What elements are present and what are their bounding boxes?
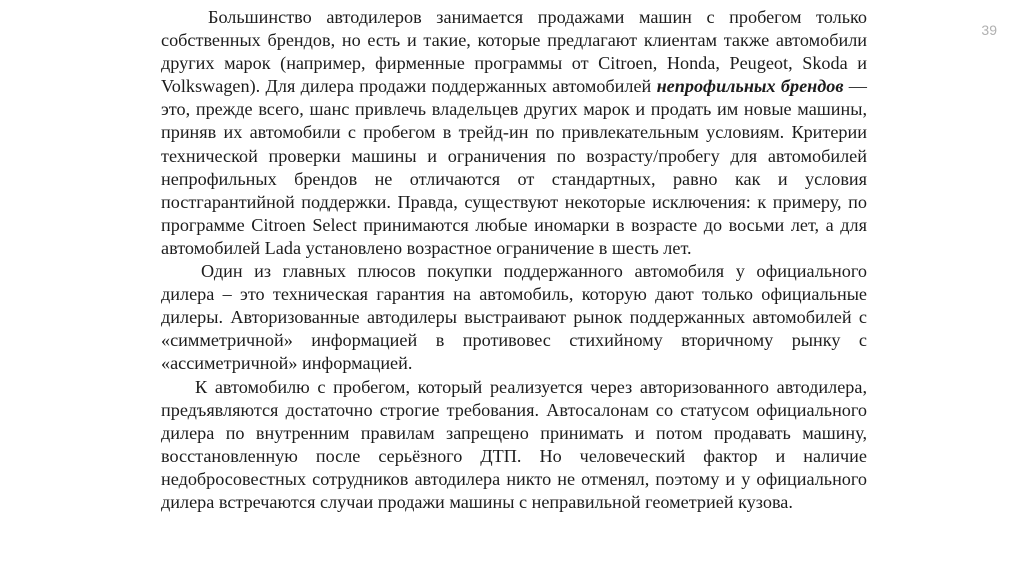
paragraph-dealer-requirements: К автомобилю с пробегом, который реализуется через авторизованного автодилера, предъявляются достаточно строгие требования. Автосалонам со статусом официального дилера по внутренним правилам запрещено принимать и потом продавать машину, восстановленную после серьёзного ДТП. Но человеческий фактор и наличие недобросовестных сотрудников автодилера никто не отменял, поэтому и у официального дилера встречаются случаи продажи машины с неправильной геометрией кузова. (161, 376, 867, 512)
paragraph-used-car-brands (161, 6, 867, 260)
paragraph-official-dealer-warranty: Один из главных плюсов покупки поддержанного автомобиля у официального дилера – это техническая гарантия на автомобиль, которую дают только официальные дилеры. Авторизованные автодилеры выстраивают рынок поддержанных автомобилей с «симметричной» информацией в противовес стихийному вторичному рынку с «ассиметричной» информацией. (161, 261, 867, 374)
paragraph-text: — это, прежде всего, шанс привлечь владельцев других марок и продать им новые машины, приняв их автомобили с пробегом в трейд-ин по привлекательным условиям. Критерии технической проверки машины и ограничения по возрасту/пробегу для автомобилей непрофильных брендов не отличаются от стандартных, равно как и условия постгарантийной поддержки. Правда, существуют некоторые исключения: к примеру, по программе Citroen Select принимаются любые иномарки в возрасте до восьми лет, а для автомобилей Lada установлено возрастное ограничение в шесть лет. (161, 76, 867, 258)
page-number: 39 (981, 22, 997, 38)
paragraph-text: Большинство автодилеров занимается продажами машин с пробегом только собственных брендов, но есть и такие, которые предлагают клиентам также автомобили других марок (например, фирменные программы от Citroen, Honda, Peugeot, Skoda и Volkswagen). Для дилера продажи поддержанных автомобилей (161, 7, 867, 97)
slide-body-text (161, 6, 867, 514)
emphasized-term: непрофильных брендов (656, 76, 844, 97)
